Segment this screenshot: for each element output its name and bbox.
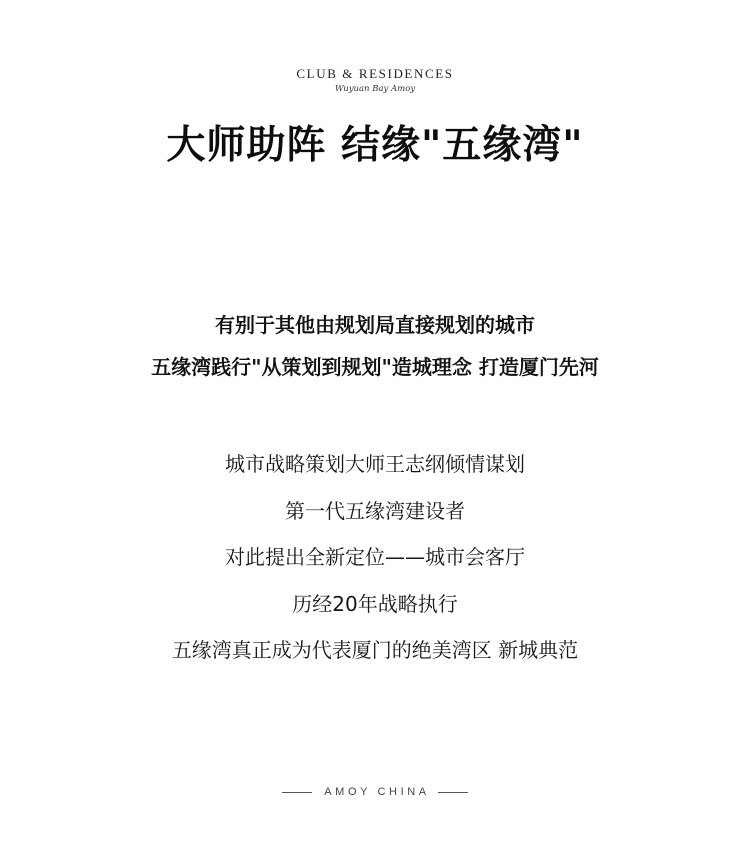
intro-paragraph — [0, 304, 750, 388]
footer — [0, 782, 750, 802]
body-line: 五缘湾真正成为代表厦门的绝美湾区 新城典范 — [171, 638, 579, 662]
footer-divider-left — [282, 792, 312, 793]
footer-divider-right — [438, 792, 468, 793]
body-line: 城市战略策划大师王志纲倾情谋划 — [225, 452, 525, 476]
brand-logo — [0, 66, 750, 95]
body-line: 对此提出全新定位——城市会客厅 — [225, 545, 525, 569]
intro-line: 五缘湾践行"从策划到规划"造城理念 打造厦门先河 — [151, 355, 599, 379]
brand-name: CLUB & RESIDENCES — [296, 66, 454, 81]
body-paragraph — [0, 441, 750, 674]
footer-text: AMOY CHINA — [324, 786, 430, 798]
page-title: 大师助阵 结缘"五缘湾" — [166, 123, 584, 168]
intro-line: 有别于其他由规划局直接规划的城市 — [215, 313, 535, 337]
body-line: 第一代五缘湾建设者 — [285, 498, 465, 523]
brand-script-tagline: Wuyuan Bay Amoy — [334, 84, 416, 94]
body-line: 历经20年战略执行 — [292, 591, 458, 616]
